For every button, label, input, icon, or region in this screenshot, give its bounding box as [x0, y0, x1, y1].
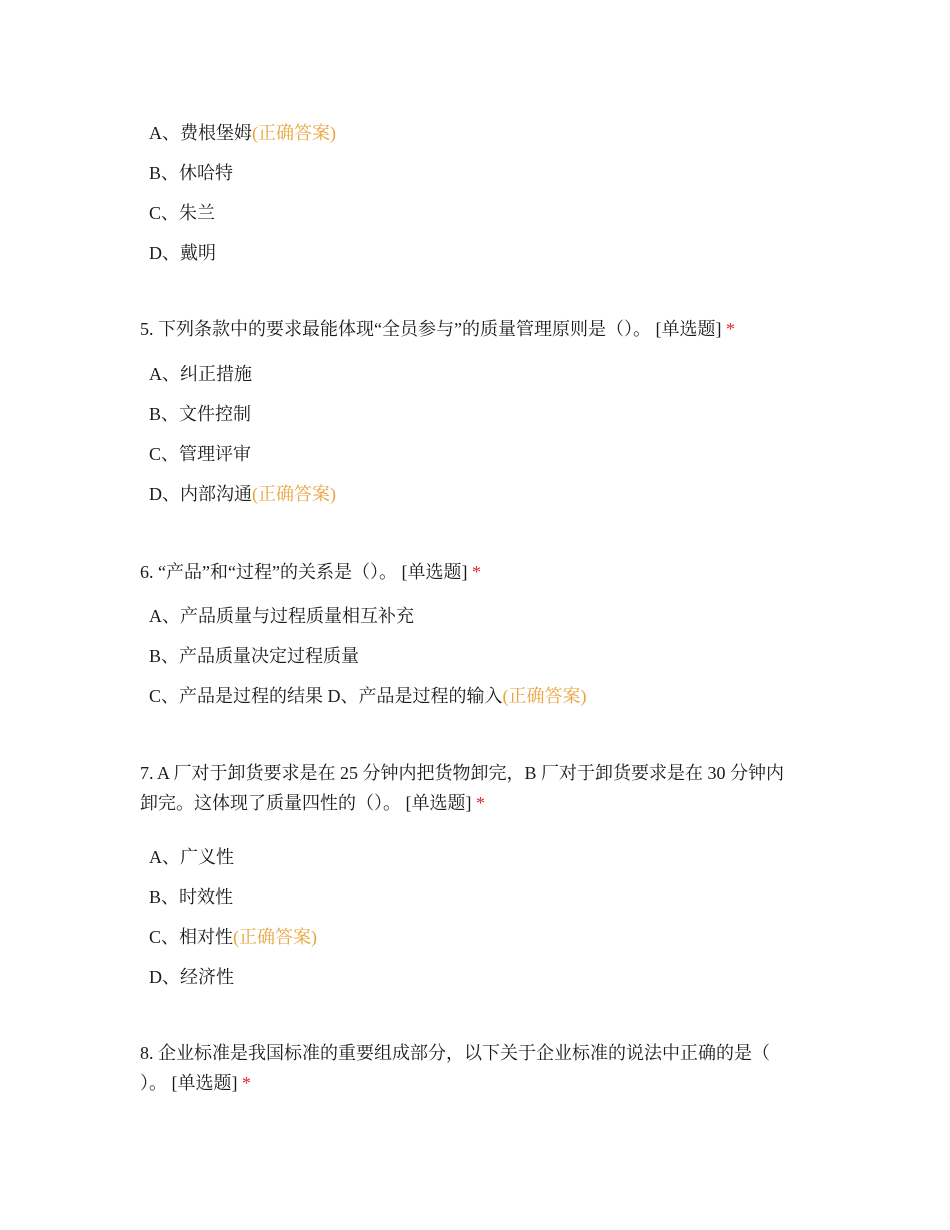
- option-label: B、文件控制: [149, 404, 252, 424]
- correct-answer-label: (正确答案): [252, 123, 336, 143]
- q4-option-b[interactable]: [149, 161, 233, 185]
- required-mark: *: [476, 793, 485, 813]
- option-label: C、管理评审: [149, 444, 252, 464]
- q5-option-a[interactable]: [149, 362, 252, 386]
- q4-option-a[interactable]: [149, 121, 336, 145]
- q4-option-d[interactable]: [149, 241, 216, 265]
- required-mark: *: [725, 319, 735, 339]
- option-label: B、产品质量决定过程质量: [149, 646, 360, 666]
- q6-option-cd[interactable]: [149, 684, 587, 708]
- required-mark: *: [471, 562, 481, 582]
- option-label: C、相对性: [149, 927, 234, 947]
- q4-option-c[interactable]: [149, 201, 215, 225]
- q7-option-b[interactable]: [149, 885, 233, 909]
- q7-question-text: 7. A 厂对于卸货要求是在 25 分钟内把货物卸完，B 厂对于卸货要求是在 30 分钟内 卸完。这体现了质量四性的（）。 [单选题] *: [140, 763, 785, 813]
- correct-answer-label: (正确答案): [252, 484, 336, 504]
- option-label: D、经济性: [149, 967, 234, 987]
- option-label: D、戴明: [149, 243, 216, 263]
- q7-option-a[interactable]: [149, 845, 234, 869]
- q6-question-text: 6. “产品”和“过程”的关系是（）。 [单选题] *: [140, 562, 481, 582]
- q5-option-c[interactable]: [149, 442, 251, 466]
- required-mark: *: [242, 1073, 251, 1093]
- option-label: A、产品质量与过程质量相互补充: [149, 606, 414, 626]
- option-label: C、朱兰: [149, 203, 216, 223]
- option-label: B、时效性: [149, 887, 234, 907]
- q5-question-text: 5. 下列条款中的要求最能体现“全员参与”的质量管理原则是（）。 [单选题] *: [140, 319, 735, 339]
- q7-option-c[interactable]: [149, 925, 317, 949]
- correct-answer-label: (正确答案): [502, 686, 587, 706]
- option-label: A、纠正措施: [149, 364, 252, 384]
- q8-question-text: 8. 企业标准是我国标准的重要组成部分，以下关于企业标准的说法中正确的是（ ）。 [单选题] *: [140, 1043, 770, 1093]
- option-label: A、广义性: [149, 847, 234, 867]
- option-label: D、内部沟通: [149, 484, 252, 504]
- correct-answer-label: (正确答案): [233, 927, 318, 947]
- option-label: A、费根堡姆: [149, 123, 252, 143]
- q6-option-a[interactable]: [149, 604, 414, 628]
- q7-option-d[interactable]: [149, 965, 234, 989]
- option-label: B、休哈特: [149, 163, 234, 183]
- q6-option-b[interactable]: [149, 644, 359, 668]
- q5-option-b[interactable]: [149, 402, 251, 426]
- option-label: C、产品是过程的结果 D、产品是过程的输入: [149, 686, 503, 706]
- q5-option-d[interactable]: [149, 482, 336, 506]
- survey-document: [140, 0, 820, 1230]
